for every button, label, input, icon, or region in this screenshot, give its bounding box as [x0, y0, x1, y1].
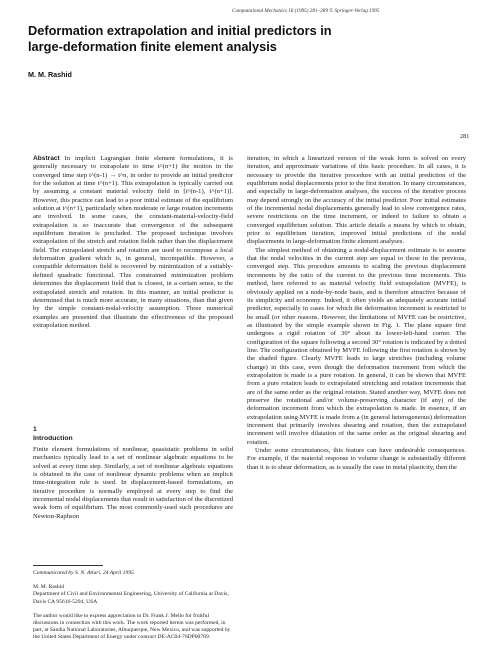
author-name: M. M. Rashid	[28, 70, 72, 79]
abstract-paragraph	[33, 155, 233, 330]
affiliation-address: Department of Civil and Environmental Engineering, University of California at Davis, Davis CA 95616-5294, USA	[33, 591, 229, 605]
footnote-spacer	[33, 606, 233, 613]
title-line-2: large-deformation finite element analysis	[28, 38, 277, 54]
communicated-note: Communicated by S. N. Atluri, 24 April 1995	[33, 570, 134, 576]
section-number: 1	[33, 426, 37, 433]
section-heading: Introduction	[33, 435, 73, 442]
body-paragraph: Under some circumstances, this feature can have undesirable consequences. For example, if the material response to volume change is substantially different than it is to shear deformation, as is usually the case in metal plasticity, then the	[247, 447, 466, 471]
acknowledgment-note: The author would like to express appreciation to Dr. Frank J. Mello for fruitful discussions in connection with this work. The work reported herein was performed, in part, at Sandia National Laboratories, Albuquerque, New Mexico, and was supported by the United States Department of Energy under contract DE-AC04-76DP00789.	[33, 612, 231, 641]
journal-citation: Computational Mechanics 16 (1995) 281–289 © Springer-Verlag 1995	[232, 8, 380, 14]
right-column	[247, 155, 466, 472]
abstract-block	[33, 155, 233, 413]
footnote-spacer	[33, 577, 233, 584]
intro-paragraph: Finite element formulations of nonlinear, quasistatic problems in solid mechanics typically lead to a set of nonlinear algebraic equations to be solved at every time step. Similarly, a set of nonlinear algebraic equations is obtained in the case of nonlinear dynamic problems when an implicit time-integration rule is used. In displacement-based formulations, an iterative procedure is normally employed at every step to find the incremental nodal displacements that result in satisfaction of the discretized weak form of equilibrium. The most commonly-used such procedures are Newton-Raphson	[33, 446, 233, 520]
footnotes-block	[33, 570, 233, 642]
page-number: 281	[460, 133, 470, 140]
abstract-label: Abstract	[33, 155, 60, 162]
title-line-1: Deformation extrapolation and initial predictors in	[28, 23, 332, 38]
affiliation-name: M. M. Rashid	[33, 584, 65, 591]
paper-title	[28, 23, 458, 54]
body-paragraph: iteration, in which a linearized version of the weak form is solved on every iteration, and approximate variations of this basic procedure. In all cases, it is necessary to provide the iterative procedure with an initial prediction of the equilibrium nodal displacements prior to the first iteration. In many circumstances, and especially in large-deformation analyses, the success of the iterative process may depend strongly on the accuracy of the initial predictor. Poor initial estimates of the incremental nodal displacements generally lead to slow convergence rates, severe restrictions on the time increment, or indeed to failure to obtain a converged equilibrium solution. This article details a means by which to obtain, prior to equilibrium iteration, improved initial predictions of the nodal displacements in large-deformation finite element analyses.	[247, 155, 466, 246]
abstract-text: In implicit Lagrangian finite element formulations, it is generally necessary to extrapolate to time t^(n+1) the motion in the converged time step t^(n-1) → t^n, in order to provide an initial predictor for the solution at time t^(n+1). This extrapolation is typically carried out by assuming a constant material velocity field in [t^(n-1), t^(n+1)]. However, this practice can lead to a poor initial estimate of the equilibrium solution at t^(n+1), particularly when moderate or large rotation increments are involved. In some cases, the constant-material-velocity-field extrapolation is so inaccurate that convergence of the subsequent equilibrium iteration is precluded. The proposed technique involves extrapolation of the stretch and rotation fields rather than the displacement field. The extrapolated stretch and rotation are used to recompose a local deformation gradient which is, in general, incompatible. However, a compatible deformation field is recovered by minimization of a suitably-defined quadratic functional. This constrained minimization problem determines the displacement field that is closest, in a certain sense, to the extrapolated stretch and rotation. In this manner, an initial predictor is determined that is much more accurate, in many situations, than that given by the simple constant-nodal-velocity assumption. Three numerical examples are presented that illustrate the effectiveness of the proposed extrapolation method.	[33, 155, 233, 329]
body-paragraph: The simplest method of obtaining a nodal-displacement estimate is to assume that the nodal velocities in the current step are equal to those in the previous, converged step. This procedure amounts to scaling the previous displacement increments by the ratio of the current to the previous time increments. This method, here referred to as material velocity field extrapolation (MVFE), is obviously applied on a node-by-node basis, and is therefore attractive because of its simplicity and economy. Indeed, it often yields an adequately accurate initial predictor, especially in cases for which the deformation increment is restricted to be small (or other reasons. However, the limitations of MVFE can be restrictive, as illustrated by the simple example shown in Fig. 1. The plane square first undergoes a rigid rotation of 30° about its lower-left-hand corner. The configuration of the square following a second 30° rotation is indicated by a dotted line. The configuration obtained by MVFE following the first rotation is shown by the shaded figure. Clearly MVFE leads to large stretches (including volume change) in this case, even though the deformation increment from which the extrapolation is made is a pure rotation. In general, it can be shown that MVFE from a pure rotation leads to extrapolated stretching and rotation increments that are of the same order as the original rotation. Stated another way, MVFE does not preserve the rotational and/or volume-preserving character (if any) of the deformation increment from which the extrapolation is made. In essence, if an extrapolation using MVFE is made from a (in general heterogeneous) deformation increment that primarily involves shearing and rotation, then the extrapolated increment will involve dilatation of the same order as the original shearing and rotation.	[247, 246, 466, 446]
footnote-divider	[33, 565, 103, 566]
